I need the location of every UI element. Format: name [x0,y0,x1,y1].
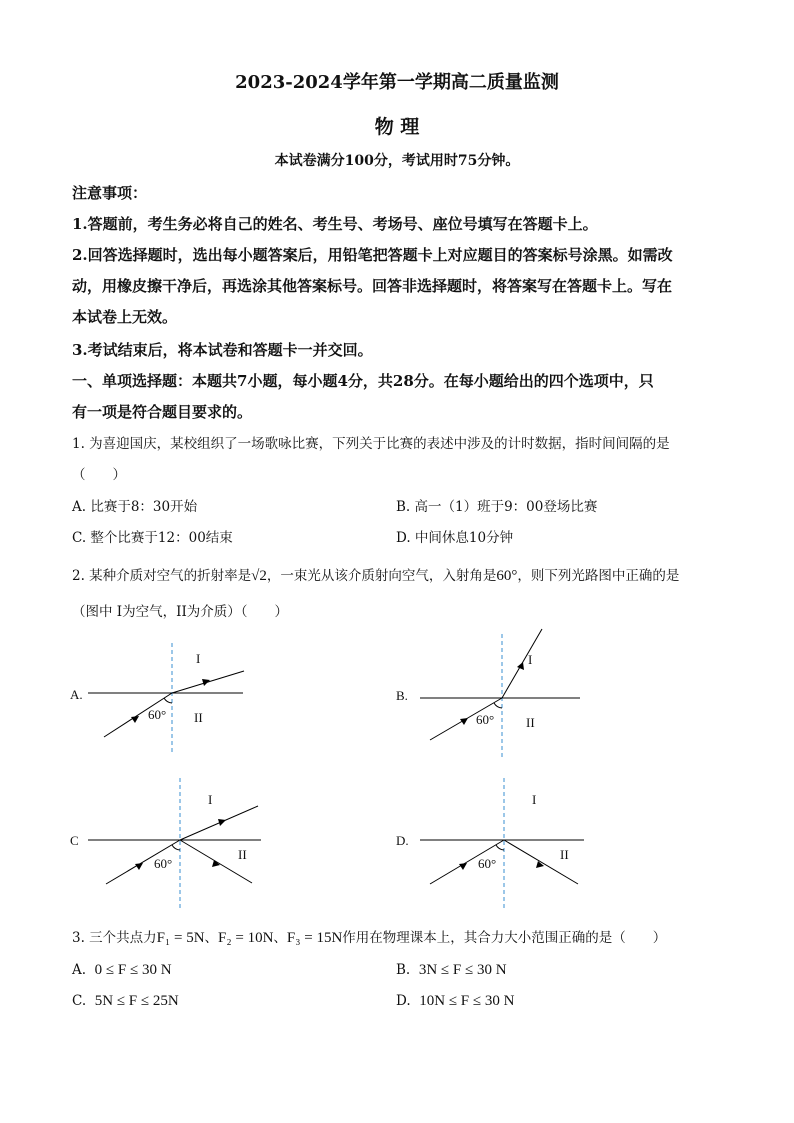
q2-sqrt-2: √2 [251,568,267,584]
q2-angle: 60° [496,568,518,584]
figure-b-label-upper: I [528,652,533,667]
figure-d-label-upper: I [532,792,537,807]
q3-option-b [396,962,507,979]
q3-option-a-letter: A. [72,962,87,978]
figure-d-label-lower: II [560,847,569,862]
figure-d-angle-arc [496,845,504,850]
q1-stem-line-1: 1. 为喜迎国庆，某校组织了一场歌咏比赛，下列关于比赛的表述中涉及的计时数据，指时间间隔的是 [72,436,670,452]
q3-force-3: F₃ = 15N [286,930,343,946]
q3-option-a-value: 0 ≤ F ≤ 30 N [94,962,172,978]
notes-item-2-line-1: 2.回答选择题时，选出每小题答案后，用铅笔把答题卡上对应题目的答案标号涂黑。如需改 [72,246,673,264]
figure-b-angle-label: 60° [476,712,495,727]
figure-a-angle-arc [164,698,172,703]
q3-force-1: F₁ = 5N [156,930,205,946]
q3-option-b-letter: B. [396,962,411,978]
figure-b-angle-arc [494,703,502,708]
q3-option-c-value: 5N ≤ F ≤ 25N [94,993,179,1009]
q3-option-d-value: 10N ≤ F ≤ 30 N [419,993,515,1009]
figure-a-refracted-arrow [202,679,210,686]
figure-a-diagram [68,635,258,760]
q1-option-d: D. 中间休息10分钟 [396,530,514,546]
q2-stem-line-2: （图中 I为空气，II为介质）（ ） [72,604,289,620]
subject-title: 物 理 [374,116,420,138]
figure-b-refracted-arrow [517,662,524,670]
figure-c-angle-arc [172,845,180,850]
q3-option-a [72,962,172,979]
figure-c-label-upper: I [208,792,213,807]
figure-a-label-upper: I [196,651,201,666]
exam-title: 2023-2024学年第一学期高二质量监测 [235,72,559,93]
figure-a-letter: A. [70,687,83,702]
figure-b-letter: B. [396,688,408,703]
notes-heading: 注意事项： [72,184,148,202]
section-1-heading-line-2: 有一项是符合题目要求的。 [72,403,253,421]
figure-d-letter: D. [396,833,409,848]
q3-option-c-letter: C. [72,993,87,1009]
figure-d-reflected-arrow [536,861,544,868]
q3-separator-2: 、 [273,930,287,946]
figure-b-label-lower: II [526,715,535,730]
q3-separator-1: 、 [204,930,219,946]
figure-c-angle-label: 60° [154,856,173,871]
figure-c-label-lower: II [238,847,247,862]
q3-stem-part-b: 作用在物理课本上，其合力大小范围正确的是（ ） [342,930,667,946]
q3-option-c [72,993,179,1010]
q2-stem-part-c: ，则下列光路图中正确的是 [517,568,680,584]
q1-option-c: C. 整个比赛于12：00结束 [72,530,233,546]
figure-d-diagram [396,776,596,911]
q3-option-b-value: 3N ≤ F ≤ 30 N [418,962,507,978]
figure-a-incident-arrow [131,716,139,723]
figure-a-label-lower: II [194,710,203,725]
notes-item-1: 1.答题前，考生务必将自己的姓名、考生号、考场号、座位号填写在答题卡上。 [72,215,598,233]
figure-c-letter: C [70,833,79,848]
q2-stem-part-b: ，一束光从该介质射向空气，入射角是 [266,568,497,584]
section-1-heading-line-1: 一、单项选择题：本题共7小题，每小题4分，共28分。在每小题给出的四个选项中，只 [72,372,654,390]
figure-a-angle-label: 60° [148,707,167,722]
q3-stem [72,926,666,947]
q2-stem-line-1 [72,564,679,585]
q3-option-d [396,993,514,1010]
q3-option-d-letter: D. [396,993,411,1009]
figure-b-diagram [396,626,596,761]
notes-item-3: 3.考试结束后，将本试卷和答题卡一并交回。 [72,341,373,359]
notes-item-2-line-3: 本试卷上无效。 [72,308,178,326]
q2-stem-part-a: 2. 某种介质对空气的折射率是 [72,568,252,584]
q2-figure-d [396,776,596,911]
q1-stem-line-2: （ ） [72,467,126,483]
q1-option-a: A. 比赛于8：30开始 [72,499,198,515]
figure-c-refracted-arrow [218,819,226,826]
q2-figure-a [68,635,258,760]
exam-subtitle: 本试卷满分100分，考试用时75分钟。 [274,153,520,169]
notes-item-2-line-2: 动，用橡皮擦干净后，再选涂其他答案标号。回答非选择题时，将答案写在答题卡上。写在 [72,277,673,295]
q1-option-b: B. 高一（1）班于9：00登场比赛 [396,499,598,515]
figure-d-angle-label: 60° [478,856,497,871]
q2-figure-b [396,626,596,761]
figure-c-diagram [68,776,268,911]
q3-stem-part-a: 3. 三个共点力 [72,930,157,946]
q3-force-2: F₂ = 10N [218,930,274,946]
figure-c-refracted-ray [180,806,258,840]
q2-figure-c [68,776,268,911]
